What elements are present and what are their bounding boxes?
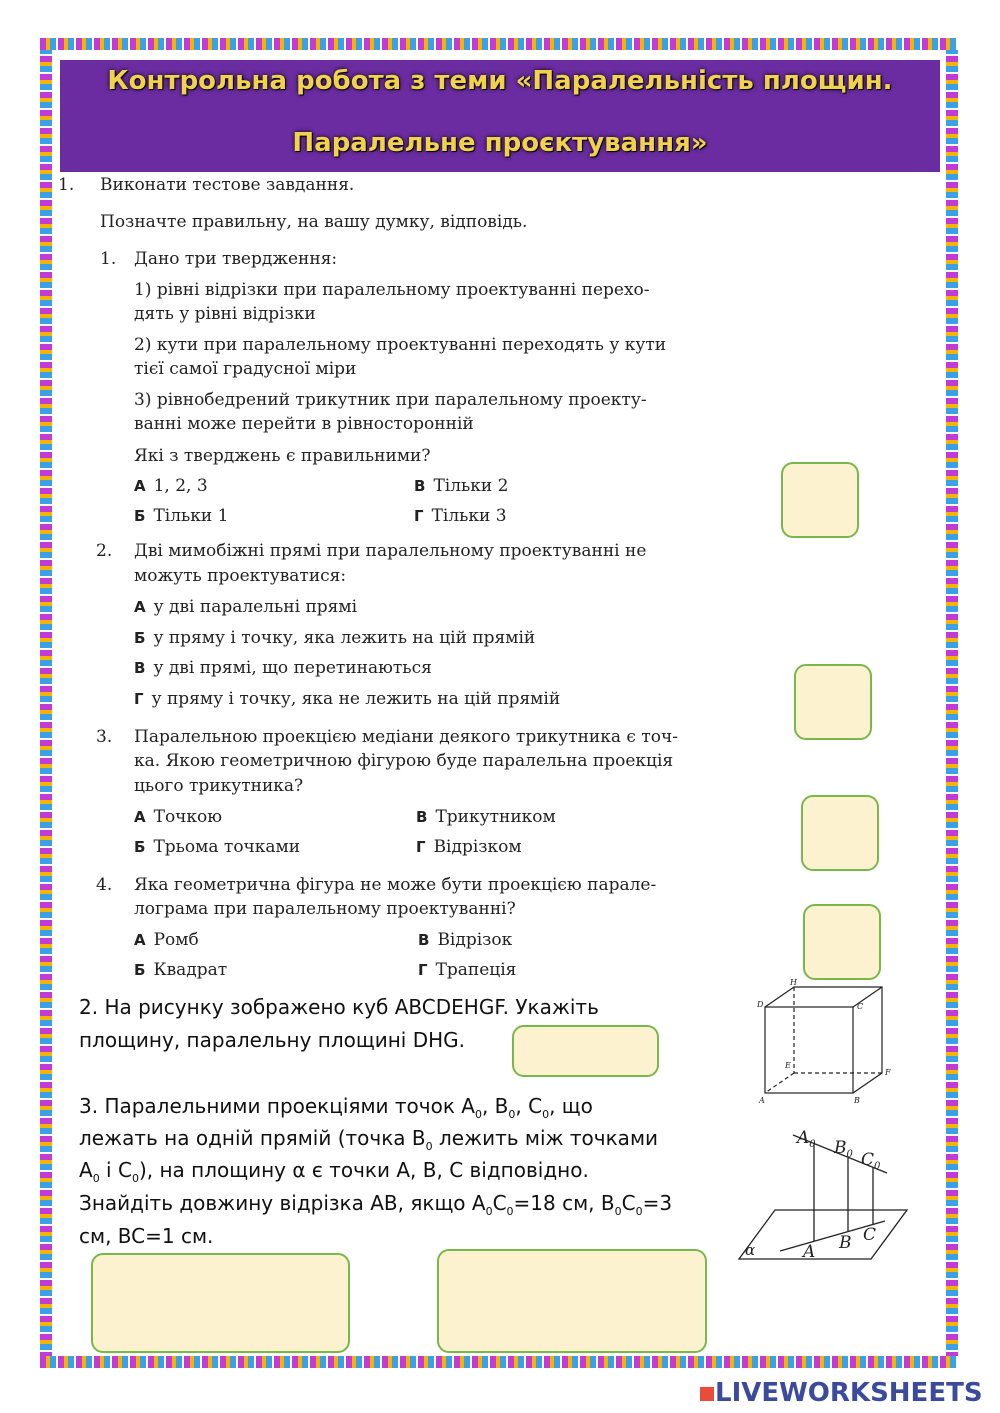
task3-line-2: лежать на одній прямій (точка $B_0$ лежить між точками [79,1126,659,1153]
label-c0: $C_0$ [861,1150,881,1172]
projection-figure [735,1125,915,1265]
q1-statement-2b: тієї самої градусної міри [134,359,357,379]
cube-label-f: F [885,1068,891,1077]
q4-stem-a: Яка геометрична фігура не може бути проекцією парале- [134,875,657,895]
q3-answer-box[interactable] [801,795,879,871]
q2-option-v: В у дві прямі, що перетинаються [134,658,432,678]
q1-statement-1a: 1) рівні відрізки при паралельному проектуванні перехо- [134,280,650,300]
task2-line-1: 2. На рисунку зображено куб ABCDEHGF. Укажіть [79,995,599,1019]
task3-line-4: Знайдіть довжину відрізка AB, якщо $A_0C_0=18$ см, $B_0C_0=3$ [79,1191,673,1218]
q4-option-v: В Відрізок [418,930,513,950]
q4-option-b: Б Квадрат [134,960,228,980]
task1-title: Виконати тестове завдання. [100,175,355,195]
q2-option-g: Г у пряму і точку, яка не лежить на цій прямій [134,689,561,709]
q4-answer-box[interactable] [803,904,881,980]
label-b: B [839,1233,852,1253]
q2-option-a: А у дві паралельні прямі [134,597,358,617]
q1-stem: Дано три твердження: [134,249,338,269]
task3-answer-box-1[interactable] [91,1253,350,1353]
cube-label-c: C [857,1002,864,1011]
task1-number: 1. [58,175,75,195]
q1-answer-box[interactable] [781,462,859,538]
label-alpha: α [745,1241,756,1259]
task1-instruction: Позначте правильну, на вашу думку, відповідь. [100,212,528,232]
q1-option-a: А 1, 2, 3 [134,476,208,496]
label-b0: $B_0$ [834,1138,853,1160]
q4-stem-b: лограма при паралельному проектуванні? [134,899,516,919]
q4-option-g: Г Трапеція [418,960,517,980]
cube-label-h: H [790,978,797,987]
q3-number: 3. [96,727,113,747]
q2-answer-box[interactable] [794,664,872,740]
title-banner [60,60,940,172]
q1-statement-2a: 2) кути при паралельному проектуванні переходять у кути [134,335,667,355]
q3-option-a: А Точкою [134,807,223,827]
q2-number: 2. [96,541,113,561]
label-c: C [863,1225,877,1245]
q1-option-v: В Тільки 2 [414,476,509,496]
cube-label-d: D [757,1000,764,1009]
logo-icon [700,1387,714,1401]
q2-stem-b: можуть проектуватися: [134,566,347,586]
q3-stem-a: Паралельною проекцією медіани деякого трикутника є точ- [134,727,678,747]
q3-option-g: Г Відрізком [416,837,522,857]
cube-figure [750,975,900,1110]
title-line-1: Контрольна робота з теми «Паралельність площин. [107,66,893,96]
task2-answer-box[interactable] [512,1025,659,1077]
task3-line-3: $A_0$ і $C_0$), на площину α є точки A, B, C відповідно. [79,1158,589,1185]
q4-option-a: А Ромб [134,930,199,950]
q1-statement-3b: ванні може перейти в рівносторонній [134,414,474,434]
task3-line-5: см, BC=1 см. [79,1224,214,1248]
q1-ask: Які з тверджень є правильними? [134,446,431,466]
q2-option-b: Б у пряму і точку, яка лежить на цій прямій [134,628,536,648]
q1-number: 1. [100,249,117,269]
label-a0: $A_0$ [797,1128,816,1150]
q3-option-b: Б Трьома точками [134,837,301,857]
q1-statement-3a: 3) рівнобедрений трикутник при паралельному проекту- [134,390,647,410]
task2-line-2: площину, паралельну площині DHG. [79,1028,465,1052]
task3-answer-box-2[interactable] [437,1249,707,1353]
cube-label-b: B [854,1096,860,1105]
q1-option-g: Г Тільки 3 [414,506,507,526]
q4-number: 4. [96,875,113,895]
liveworksheets-logo: LIVEWORKSHEETS [700,1378,983,1408]
q3-option-v: В Трикутником [416,807,556,827]
title-line-2: Паралельне проєктування» [292,128,708,158]
q2-stem-a: Дві мимобіжні прямі при паралельному проектуванні не [134,541,647,561]
cube-label-a: A [759,1096,765,1105]
q3-stem-c: цього трикутника? [134,776,304,796]
q1-option-b: Б Тільки 1 [134,506,229,526]
label-a: A [803,1242,816,1262]
cube-label-e: E [785,1061,791,1070]
q1-statement-1b: дять у рівні відрізки [134,304,316,324]
q3-stem-b: ка. Якою геометричною фігурою буде паралельна проекція [134,751,674,771]
task3-line-1: 3. Паралельними проекціями точок $A_0$, $B_0$, $C_0$, що [79,1094,593,1121]
